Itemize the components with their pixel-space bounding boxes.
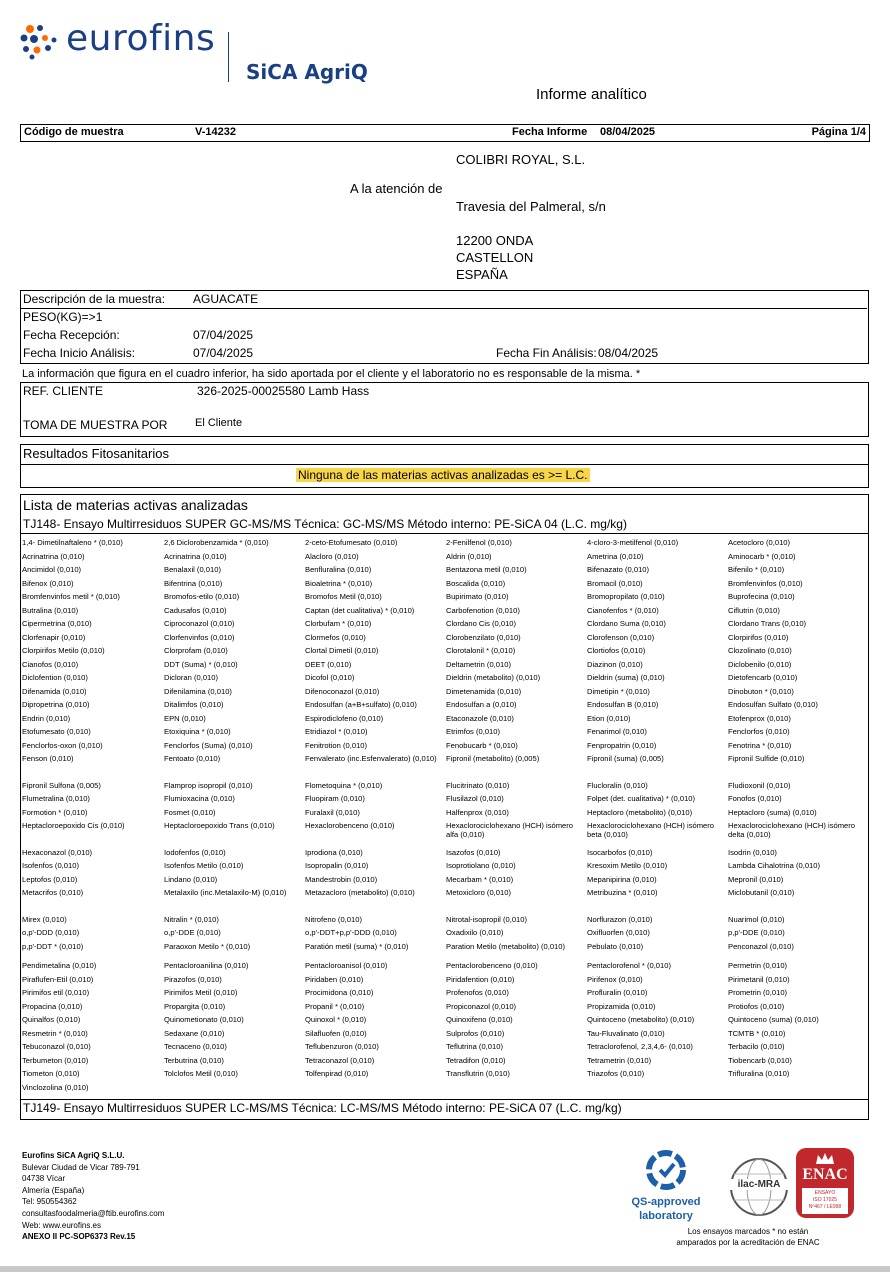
compound-cell: Clorotalonil * (0,010) (446, 646, 516, 655)
compound-cell: Terbutrina (0,010) (164, 1055, 224, 1065)
attention-label: A la atención de (350, 181, 443, 196)
method-gc: TJ148- Ensayo Multirresiduos SUPER GC-MS/MS Técnica: GC-MS/MS Método interno: PE-SiCA 04 (L.C. mg/kg) (23, 517, 627, 531)
compound-cell: Deltametrin (0,010) (446, 659, 511, 669)
recipient-postal-city: 12200 ONDA (456, 233, 534, 248)
compound-cell: Oxadixilo (0,010) (446, 928, 504, 937)
compound-cell: Protiofos (0,010) (728, 1001, 785, 1011)
compound-cell: Piridafention (0,010) (446, 974, 515, 984)
compound-cell: Pirimifos etil (0,010) (22, 988, 90, 997)
client-info-box (20, 382, 869, 437)
compound-cell: Dietofencarb (0,010) (728, 673, 798, 682)
compound-cell: Tetraconazol (0,010) (305, 1055, 375, 1065)
compound-cell: DEET (0,010) (305, 659, 352, 669)
compound-cell: Flucloralin (0,010) (587, 780, 648, 790)
compound-cell: Sulprofos (0,010) (446, 1028, 505, 1038)
compound-cell: Diazinon (0,010) (587, 659, 643, 669)
compound-cell: Quinalfos (0,010) (22, 1015, 81, 1024)
compound-cell: Iprodiona (0,010) (305, 847, 363, 857)
compound-cell: Endosulfan a (0,010) (446, 700, 517, 709)
compound-cell: Flumetralina (0,010) (22, 794, 90, 803)
compound-cell: Propanil * (0,010) (305, 1001, 365, 1011)
compound-cell: Mepanipirina (0,010) (587, 874, 657, 884)
compound-cell: Bifenazato (0,010) (587, 565, 650, 574)
enac-note-1: Los ensayos marcados * no están (687, 1227, 809, 1236)
compound-cell: Bromfenvinfos metil * (0,010) (22, 592, 120, 601)
compound-cell: Cianofos (0,010) (22, 659, 79, 669)
compound-cell: Teflutrina (0,010) (446, 1042, 503, 1051)
compound-cell: Fenclorfos (0,010) (728, 727, 790, 736)
compound-cell: Metribuzina * (0,010) (587, 888, 658, 897)
compound-cell: Ciflutrin (0,010) (728, 605, 780, 615)
compound-cell: Triazofos (0,010) (587, 1069, 645, 1078)
enac-logo (796, 1148, 854, 1218)
compound-cell: Difenilamina (0,010) (164, 686, 232, 696)
compound-cell: Flusilazol (0,010) (446, 794, 504, 803)
compound-cell: Flumioxacina (0,010) (164, 794, 235, 803)
brand-logo: eurofins (66, 18, 216, 59)
compound-cell: Quinoxol * (0,010) (305, 1015, 367, 1024)
compound-cell: Tolclofos Metil (0,010) (164, 1069, 238, 1078)
compound-cell: Tiobencarb (0,010) (728, 1055, 792, 1065)
compound-cell: Fipronil (metabolito) (0,005) (446, 754, 540, 763)
compound-cell: Quinometionato (0,010) (164, 1015, 244, 1024)
compound-cell: Terbacilo (0,010) (728, 1042, 785, 1051)
compound-cell: Aldrin (0,010) (446, 551, 492, 561)
qs-approved-icon (644, 1148, 688, 1192)
compound-cell: Pirazofos (0,010) (164, 974, 222, 984)
compound-cell: Ametrina (0,010) (587, 551, 644, 561)
compound-cell: Heptacloro (metabolito) (0,010) (587, 807, 693, 817)
compound-cell: Norflurazon (0,010) (587, 914, 653, 924)
enac-text: ENAC (802, 1166, 848, 1183)
compound-cell: Quinoxifeno (0,010) (446, 1015, 513, 1024)
compound-cell: Alacloro (0,010) (305, 551, 359, 561)
compound-cell: Etion (0,010) (587, 713, 631, 723)
compound-cell: Isofenfos Metilo (0,010) (164, 861, 244, 870)
sampling-value: El Cliente (195, 417, 243, 429)
compound-cell: Lindano (0,010) (164, 874, 218, 884)
compound-cell: Miclobutanil (0,010) (728, 888, 795, 897)
compound-cell: Clordano Cis (0,010) (446, 619, 517, 628)
compound-cell: Mandestrobin (0,010) (305, 874, 378, 884)
sample-code-value: V-14232 (195, 126, 236, 138)
compound-cell: Metacrifos (0,010) (22, 888, 84, 897)
compound-cell: Clordano Trans (0,010) (728, 619, 807, 628)
compound-cell: Clorfenapir (0,010) (22, 632, 86, 642)
analysis-title: Lista de materias activas analizadas (23, 497, 248, 513)
compound-cell: Furalaxil (0,010) (305, 807, 360, 817)
report-title: Informe analítico (536, 86, 647, 103)
compound-cell: Paration Metilo (metabolito) (0,010) (446, 941, 566, 951)
compound-cell: Clortal Dimetil (0,010) (305, 646, 379, 655)
compound-cell: Pentacloroanilina (0,010) (164, 961, 249, 970)
client-note: La información que figura en el cuadro inferior, ha sido aportada por el cliente y el laboratorio no es responsable de la misma. * (22, 368, 641, 380)
end-label: Fecha Fin Análisis: (496, 346, 597, 360)
description-label: Descripción de la muestra: (23, 292, 166, 306)
compound-cell: Tecnaceno (0,010) (164, 1042, 227, 1051)
compound-cell: Quintoceno (suma) (0,010) (728, 1015, 819, 1024)
compound-cell: DDT (Suma) * (0,010) (164, 659, 238, 669)
eurofins-logo-dots (20, 24, 62, 60)
compound-cell: 1,4- Dimetilnaftaleno * (0,010) (22, 538, 123, 547)
compound-cell: Bifenilo * (0,010) (728, 565, 785, 574)
compound-cell: Clormefos (0,010) (305, 632, 366, 642)
qs-approved-text (628, 1195, 704, 1223)
compound-cell: Clorbufam * (0,010) (305, 619, 372, 628)
compound-cell: Clortiofos (0,010) (587, 646, 646, 655)
compound-cell: Hexaclorociclohexano (HCH) isómero delta (0,010) (728, 821, 856, 839)
compound-cell: Paratión metil (suma) * (0,010) (305, 941, 409, 951)
footer-annex: ANEXO II PC-SOP6373 Rev.15 (22, 1232, 136, 1242)
compound-cell: Clorpirifos (0,010) (728, 632, 789, 642)
footer-address-1: Bulevar Ciudad de Vicar 789-791 (22, 1162, 140, 1172)
compound-cell: Silafluofen (0,010) (305, 1028, 367, 1038)
footer-address (22, 1150, 164, 1243)
compound-cell: Dipropetrina (0,010) (22, 700, 90, 709)
page-bottom-edge (0, 1266, 890, 1272)
compound-cell: Pentaclorofenol * (0,010) (587, 961, 672, 970)
compound-cell: Nuarimol (0,010) (728, 914, 785, 924)
compound-cell: Aminocarb * (0,010) (728, 551, 796, 561)
compound-cell: Terbumeton (0,010) (22, 1055, 89, 1065)
compound-cell: Dinobuton * (0,010) (728, 686, 794, 696)
ilac-text: ilac-MRA (729, 1179, 789, 1190)
compound-cell: Fenclorfos (Suma) (0,010) (164, 740, 253, 750)
compound-cell: Endosulfan (a+B+sulfato) (0,010) (305, 700, 417, 709)
compound-cell: o,p'-DDE (0,010) (164, 928, 221, 937)
enac-badge (802, 1188, 848, 1214)
compound-cell: Ancimidol (0,010) (22, 565, 82, 574)
compound-cell: Fenpropatrin (0,010) (587, 740, 657, 750)
compound-cell: Bromacil (0,010) (587, 578, 643, 588)
compound-cell: Bentazona metil (0,010) (446, 565, 527, 574)
compound-cell: Mepronil (0,010) (728, 874, 784, 884)
compound-cell: Permetrin (0,010) (728, 961, 788, 970)
sampling-label: TOMA DE MUESTRA POR (23, 418, 168, 432)
compound-cell: Metazacloro (metabolito) (0,010) (305, 888, 415, 897)
enac-sub-1: ENSAYO (814, 1190, 836, 1196)
description-value: AGUACATE (193, 292, 259, 306)
compound-cell: Propizamida (0,010) (587, 1001, 656, 1011)
client-ref-value: 326-2025-00025580 Lamb Hass (197, 384, 370, 398)
recipient-province: CASTELLON (456, 250, 534, 265)
compound-cell: Mecarbam * (0,010) (446, 874, 514, 884)
compound-cell: Profenofos (0,010) (446, 988, 509, 997)
sub-brand: SiCA AgriQ (246, 60, 368, 84)
compound-cell: Fipronil Sulfona (0,005) (22, 780, 101, 790)
compound-cell: 4-cloro-3-metilfenol (0,010) (587, 538, 679, 547)
compound-cell: Teflubenzuron (0,010) (305, 1042, 379, 1051)
compound-cell: Benfluralina (0,010) (305, 565, 372, 574)
compound-cell: Carbofenotion (0,010) (446, 605, 520, 615)
compound-cell: Procimidona (0,010) (305, 988, 374, 997)
compound-cell: Pendimetalina (0,010) (22, 961, 97, 970)
compound-cell: Dieldrin (metabolito) (0,010) (446, 673, 541, 682)
compound-cell: Acrinatrina (0,010) (22, 551, 85, 561)
compound-cell: Ciproconazol (0,010) (164, 619, 235, 628)
compound-cell: Pirifenox (0,010) (587, 974, 643, 984)
compound-cell: Fenotrina * (0,010) (728, 740, 792, 750)
compound-cell: Clorobenzilato (0,010) (446, 632, 521, 642)
compound-cell: Isopropalin (0,010) (305, 861, 369, 870)
compound-cell: Trifluralina (0,010) (728, 1069, 790, 1078)
compound-cell: Resmetrin * (0,010) (22, 1028, 88, 1038)
compound-cell: Bifentrina (0,010) (164, 578, 223, 588)
recipient-country: ESPAÑA (456, 267, 508, 282)
compound-cell: Cipermetrina (0,010) (22, 619, 92, 628)
compound-cell: Tolfenpirad (0,010) (305, 1069, 369, 1078)
compound-cell: Flometoquina * (0,010) (305, 780, 383, 790)
compound-cell: Nitrofeno (0,010) (305, 914, 362, 924)
compound-cell: Difenoconazol (0,010) (305, 686, 380, 696)
compound-cell: Kresoxim Metilo (0,010) (587, 861, 668, 870)
compound-cell: Penconazol (0,010) (728, 941, 794, 951)
compound-cell: Fenvalerato (inc.Esfenvalerato) (0,010) (305, 754, 437, 763)
enac-sub-2: ISO 17025 (813, 1197, 837, 1203)
compound-cell: Sedaxane (0,010) (164, 1028, 225, 1038)
compound-cell: Bifenox (0,010) (22, 578, 74, 588)
compound-cell: Leptofos (0,010) (22, 874, 78, 884)
report-date-label: Fecha Informe (512, 126, 588, 138)
compound-cell: Buprofecina (0,010) (728, 592, 795, 601)
compound-cell: o,p'-DDD (0,010) (22, 928, 80, 937)
compound-cell: Endosulfan Sulfato (0,010) (728, 700, 818, 709)
compound-cell: Etoxiquina * (0,010) (164, 727, 231, 736)
compound-cell: Dicloran (0,010) (164, 673, 219, 682)
compound-cell: Butralina (0,010) (22, 605, 79, 615)
compound-cell: Flucitrinato (0,010) (446, 780, 510, 790)
compound-cell: Fenarimol (0,010) (587, 727, 647, 736)
compound-cell: Clorofenson (0,010) (587, 632, 655, 642)
compound-cell: Profluralin (0,010) (587, 988, 648, 997)
compound-cell: Hexaclorobenceno (0,010) (305, 821, 395, 830)
compound-cell: Formotion * (0,010) (22, 807, 88, 817)
compound-cell: Dimetenamida (0,010) (446, 686, 522, 696)
method-divider (21, 533, 868, 534)
compound-cell: Difenamida (0,010) (22, 686, 87, 696)
enac-note (650, 1226, 846, 1248)
client-ref-label: REF. CLIENTE (23, 384, 104, 398)
compound-cell: Bromofos-etilo (0,010) (164, 592, 240, 601)
method-divider-2 (21, 1099, 868, 1100)
compound-cell: Dieldrin (suma) (0,010) (587, 673, 665, 682)
compound-cell: Bioaletrina * (0,010) (305, 578, 373, 588)
compound-cell: Heptacloroepoxido Trans (0,010) (164, 821, 275, 830)
compound-cell: Dicofol (0,010) (305, 673, 355, 682)
reception-value: 07/04/2025 (193, 328, 254, 342)
compound-cell: Fludioxonil (0,010) (728, 780, 791, 790)
compound-cell: Pentaclorobenceno (0,010) (446, 961, 538, 970)
crown-icon (814, 1152, 836, 1166)
compound-cell: Propacina (0,010) (22, 1001, 83, 1011)
weight-value: PESO(KG)=>1 (23, 310, 103, 324)
compound-cell: Piridaben (0,010) (305, 974, 364, 984)
compound-cell: Etofumesato (0,010) (22, 727, 91, 736)
compound-cell: Heptacloro (suma) (0,010) (728, 807, 817, 817)
compound-cell: Fentoato (0,010) (164, 754, 221, 763)
compound-cell: Prometrin (0,010) (728, 988, 788, 997)
compound-cell: 2-ceto-Etofumesato (0,010) (305, 538, 398, 547)
compound-cell: Metoxicloro (0,010) (446, 888, 511, 897)
compound-cell: Paraoxon Metilo * (0,010) (164, 941, 251, 951)
compound-cell: Bromfenvinfos (0,010) (728, 578, 803, 588)
compound-cell: Pirimetanil (0,010) (728, 974, 790, 984)
sample-info-box (20, 290, 869, 364)
page-number: Página 1/4 (811, 126, 866, 138)
compound-cell: TCMTB * (0,010) (728, 1028, 786, 1038)
compound-cell: Fonofos (0,010) (728, 794, 782, 803)
start-value: 07/04/2025 (193, 346, 254, 360)
compound-cell: Fluopiram (0,010) (305, 794, 365, 803)
recipient-street: Travesia del Palmeral, s/n (456, 199, 606, 214)
compound-cell: Mirex (0,010) (22, 914, 67, 924)
compound-cell: Etrimfos (0,010) (446, 727, 501, 736)
compound-cell: Diclobenilo (0,010) (728, 659, 792, 669)
compound-cell: Dimetipin * (0,010) (587, 686, 650, 696)
compound-cell: Fenitrotion (0,010) (305, 740, 368, 750)
compound-cell: Etaconazole (0,010) (446, 713, 514, 723)
enac-sub-3: Nº467 / LE998 (808, 1204, 842, 1210)
compound-cell: Tetrametrin (0,010) (587, 1055, 652, 1065)
compound-cell: Fenson (0,010) (22, 754, 74, 763)
compound-cell: 2-Fenilfenol (0,010) (446, 538, 512, 547)
compound-cell: Transflutrin (0,010) (446, 1069, 510, 1078)
compound-cell: Endrin (0,010) (22, 713, 71, 723)
compound-cell: Boscalida (0,010) (446, 578, 506, 588)
compound-cell: Propargita (0,010) (164, 1001, 226, 1011)
compound-cell: Bromofos Metil (0,010) (305, 592, 382, 601)
footer-address-2: 04738 Vícar (22, 1174, 66, 1184)
compound-cell: Nitralin * (0,010) (164, 914, 219, 924)
compound-cell: Bromopropilato (0,010) (587, 592, 665, 601)
compound-cell: Tebuconazol (0,010) (22, 1042, 91, 1051)
compound-cell: Isofenfos (0,010) (22, 861, 79, 870)
footer-web[interactable]: Web: www.eurofins.es (22, 1220, 101, 1230)
compound-cell: Tiometon (0,010) (22, 1069, 80, 1078)
compound-cell: Vinclozolina (0,010) (22, 1082, 89, 1092)
compound-cell: o,p'-DDT+p,p'-DDD (0,010) (305, 928, 397, 937)
compound-cell: Clordano Suma (0,010) (587, 619, 666, 628)
compound-cell: Acetocloro (0,010) (728, 538, 791, 547)
compound-cell: Bupirimato (0,010) (446, 592, 509, 601)
sample-code-label: Código de muestra (24, 126, 124, 138)
compound-cell: Cianofenfos * (0,010) (587, 605, 659, 615)
footer-email[interactable]: consultasfoodalmeria@ftib.eurofins.com (22, 1208, 165, 1218)
compound-cell: Piraflufen-Etil (0,010) (22, 974, 94, 984)
results-box (20, 444, 869, 488)
compound-cell: Diclofention (0,010) (22, 673, 88, 682)
compound-cell: p,p'-DDT * (0,010) (22, 941, 84, 951)
compound-cell: Hexaclorociclohexano (HCH) isómero beta (0,010) (587, 821, 715, 839)
compound-cell: Captan (det cualitativa) * (0,010) (305, 605, 415, 615)
results-summary: Ninguna de las materias activas analizadas es >= L.C. (298, 468, 588, 482)
document-header-bar (20, 124, 870, 142)
compound-cell: Clorfenvinfos (0,010) (164, 632, 235, 642)
compound-cell: Propiconazol (0,010) (446, 1001, 517, 1011)
compound-cell: Iodofenfos (0,010) (164, 847, 226, 857)
compound-cell: EPN (0,010) (164, 713, 206, 723)
compound-cell: Fipronil Sulfide (0,010) (728, 754, 805, 763)
results-title: Resultados Fitosanitarios (23, 446, 169, 461)
compound-cell: Cadusafos (0,010) (164, 605, 227, 615)
start-label: Fecha Inicio Análisis: (23, 346, 136, 360)
compound-cell: Clorprofam (0,010) (164, 646, 228, 655)
compound-cell: Etofenprox (0,010) (728, 713, 791, 723)
compound-cell: Ditalimfos (0,010) (164, 700, 224, 709)
compound-cell: Hexaclorociclohexano (HCH) isómero alfa (0,010) (446, 821, 574, 839)
reception-label: Fecha Recepción: (23, 328, 120, 342)
compound-cell: Endosulfan B (0,010) (587, 700, 659, 709)
compound-cell: Etridiazol * (0,010) (305, 727, 368, 736)
compound-cell: Pebulato (0,010) (587, 941, 644, 951)
compound-cell: Tetraclorofenol, 2,3,4,6- (0,010) (587, 1042, 693, 1051)
compound-cell: p,p'-DDE (0,010) (728, 928, 785, 937)
report-date-value: 08/04/2025 (600, 126, 656, 138)
compound-cell: Isoprotiolano (0,010) (446, 861, 516, 870)
compound-cell: Halfenprox (0,010) (446, 807, 509, 817)
footer-company: Eurofins SiCA AgriQ S.L.U. (22, 1151, 125, 1160)
compound-cell: Nitrotal-isopropil (0,010) (446, 914, 528, 924)
compound-cell: Hexaconazol (0,010) (22, 847, 93, 857)
compound-cell: Tau-Fluvalinato (0,010) (587, 1028, 665, 1038)
compound-cell: 2,6 Diclorobenzamida * (0,010) (164, 538, 269, 547)
compound-cell: Fenclorfos-oxon (0,010) (22, 740, 103, 750)
compound-cell: Folpet (det. cualitativa) * (0,010) (587, 794, 696, 803)
end-value: 08/04/2025 (598, 346, 659, 360)
compound-cell: Clozolinato (0,010) (728, 646, 792, 655)
compound-cell: Tetradifon (0,010) (446, 1055, 506, 1065)
compound-cell: Flamprop isopropil (0,010) (164, 780, 253, 790)
compound-cell: Metalaxilo (inc.Metalaxilo-M) (0,010) (164, 888, 287, 897)
compound-cell: Fosmet (0,010) (164, 807, 216, 817)
compound-cell: Fenobucarb * (0,010) (446, 740, 518, 750)
compound-cell: Pirimifos Metil (0,010) (164, 988, 238, 997)
results-divider (21, 464, 868, 465)
method-lc: TJ149- Ensayo Multirresiduos SUPER LC-MS/MS Técnica: LC-MS/MS Método interno: PE-SiCA 07 (L.C. mg/kg) (23, 1101, 622, 1115)
compound-cell: Espirodiclofeno (0,010) (305, 713, 384, 723)
qs-line-1: QS-approved (631, 1196, 701, 1208)
enac-note-2: amparados por la acreditación de ENAC (676, 1238, 820, 1247)
compound-cell: Oxifluorfen (0,010) (587, 928, 650, 937)
compound-cell: Benalaxil (0,010) (164, 565, 221, 574)
compound-cell: Acrinatrina (0,010) (164, 551, 227, 561)
logo-separator (228, 32, 229, 82)
footer-address-3: Almería (España) (22, 1185, 85, 1195)
compound-cell: Isodrin (0,010) (728, 847, 777, 857)
qs-line-2: laboratory (639, 1210, 693, 1222)
compound-cell: Isazofos (0,010) (446, 847, 501, 857)
compound-cell: Fipronil (suma) (0,005) (587, 754, 664, 763)
footer-phone: Tel: 950554362 (22, 1197, 77, 1207)
compound-cell: Lambda Cihalotrina (0,010) (728, 861, 821, 870)
compound-cell: Pentacloroanisol (0,010) (305, 961, 388, 970)
compound-cell: Isocarbofos (0,010) (587, 847, 653, 857)
compound-cell: Heptacloroepoxido Cis (0,010) (22, 821, 125, 830)
compound-cell: Clorpirifos Metilo (0,010) (22, 646, 105, 655)
recipient-company: COLIBRI ROYAL, S.L. (456, 152, 586, 167)
compound-cell: Quintoceno (metabolito) (0,010) (587, 1015, 695, 1024)
divider (20, 308, 867, 309)
